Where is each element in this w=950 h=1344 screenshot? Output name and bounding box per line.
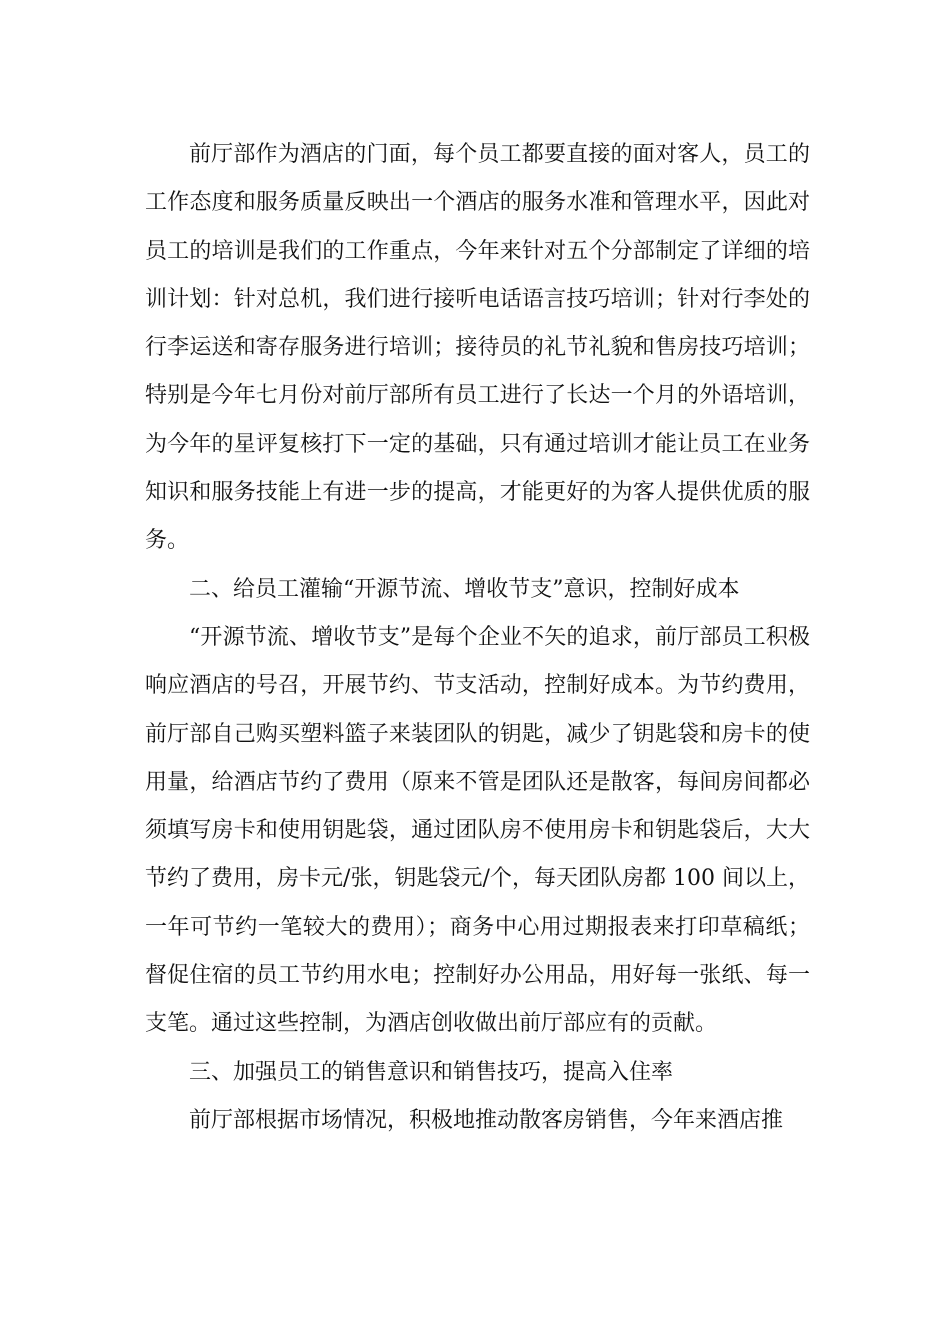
section-heading-cost-control: 二、给员工灌输“开源节流、增收节支”意识，控制好成本 — [189, 576, 740, 602]
paragraph-staff-training: 前厅部作为酒店的门面，每个员工都要直接的面对客人，员工的工作态度和服务质量反映出一个酒店的服务水准和管理水平，因此对员工的培训是我们的工作重点，今年来针对五个分部制定了详细的培训计划：针对总机，我们进行接听电话语言技巧培训；针对行李处的行李运送和寄存服务进行培训；接待员的礼节礼貌和售房技巧培训；特别是今年七月份对前厅部所有员工进行了长达一个月的外语培训，为今年的星评复核打下一定的基础，只有通过培训才能让员工在业务知识和服务技能上有进一步的提高，才能更好的为客人提供优质的服务。 — [145, 142, 810, 554]
document-body — [145, 131, 810, 1145]
paragraph-cost-control: “开源节流、增收节支”是每个企业不矢的追求，前厅部员工积极响应酒店的号召，开展节约、节支活动，控制好成本。为节约费用，前厅部自己购买塑料篮子来装团队的钥匙，减少了钥匙袋和房卡的使用量，给酒店节约了费用（原来不管是团队还是散客，每间房间都必须填写房卡和使用钥匙袋，通过团队房不使用房卡和钥匙袋后，大大节约了费用，房卡元/张，钥匙袋元/个，每天团队房都 100 间以上，一年可节约一笔较大的费用）；商务中心用过期报表来打印草稿纸；督促住宿的员工节约用水电；控制好办公用品，用好每一张纸、每一支笔。通过这些控制，为酒店创收做出前厅部应有的贡献。 — [145, 624, 810, 1037]
paragraph-sales: 前厅部根据市场情况，积极地推动散客房销售，今年来酒店推 — [189, 1107, 784, 1133]
section-heading-sales: 三、加强员工的销售意识和销售技巧，提高入住率 — [189, 1059, 674, 1085]
